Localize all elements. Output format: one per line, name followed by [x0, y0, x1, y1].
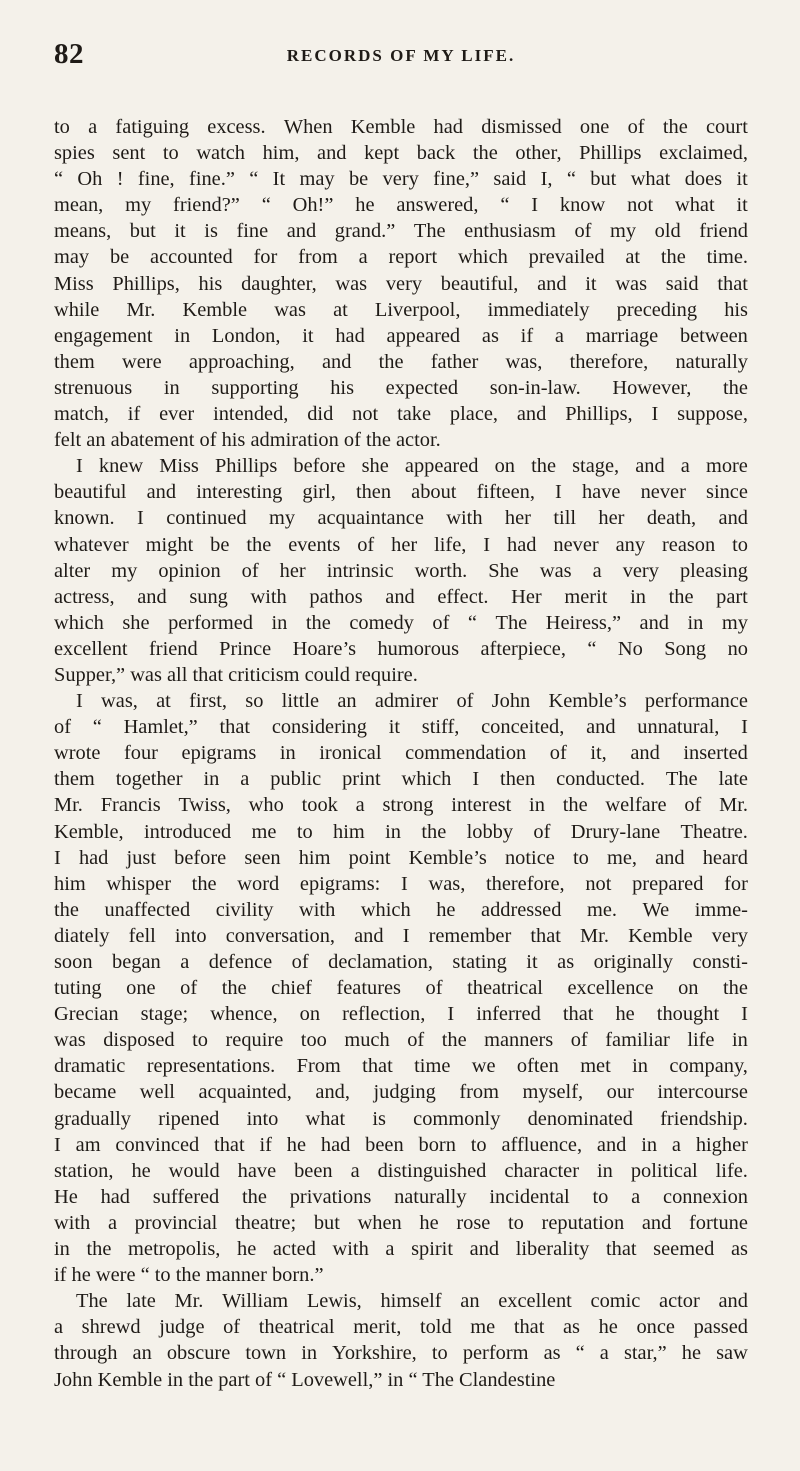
- text-line: became well acquainted, and, judging from myself, our intercourse: [54, 1081, 748, 1104]
- text-line: felt an abatement of his admiration of the actor.: [54, 429, 441, 452]
- text-line: was disposed to require too much of the manners of familiar life in: [54, 1029, 748, 1052]
- text-line: strenuous in supporting his expected son-in-law. However, the: [54, 376, 748, 399]
- text-line: the unaffected civility with which he addressed me. We imme-: [54, 898, 748, 921]
- text-line: actress, and sung with pathos and effect. Her merit in the part: [54, 585, 748, 608]
- body-text: [54, 114, 748, 1393]
- text-line: “ Oh ! fine, fine.” “ It may be very fine,” said I, “ but what does it: [54, 168, 748, 191]
- text-line: if he were “ to the manner born.”: [54, 1264, 324, 1287]
- text-line: to a fatiguing excess. When Kemble had dismissed one of the court: [54, 116, 748, 138]
- text-line: Mr. Francis Twiss, who took a strong interest in the welfare of Mr.: [54, 794, 748, 817]
- text-line: I am convinced that if he had been born to affluence, and in a higher: [54, 1133, 748, 1156]
- text-line: which she performed in the comedy of “ The Heiress,” and in my: [54, 611, 748, 634]
- text-line: tuting one of the chief features of theatrical excellence on the: [54, 977, 748, 1000]
- text-line: alter my opinion of her intrinsic worth. She was a very pleasing: [54, 559, 748, 582]
- text-line: match, if ever intended, did not take place, and Phillips, I suppose,: [54, 403, 748, 426]
- text-line: station, he would have been a distinguished character in political life.: [54, 1159, 748, 1182]
- text-line: He had suffered the privations naturally incidental to a connexion: [54, 1185, 748, 1208]
- text-line: Miss Phillips, his daughter, was very beautiful, and it was said that: [54, 272, 748, 295]
- paragraph: [54, 1288, 748, 1392]
- text-line: known. I continued my acquaintance with her till her death, and: [54, 507, 748, 530]
- text-line: The late Mr. William Lewis, himself an excellent comic actor and: [76, 1290, 748, 1313]
- paragraph: [54, 688, 748, 1288]
- text-line: means, but it is fine and grand.” The enthusiasm of my old friend: [54, 220, 748, 243]
- text-line: soon began a defence of declamation, stating it as originally consti-: [54, 951, 748, 973]
- text-line: through an obscure town in Yorkshire, to perform as “ a star,” he saw: [54, 1342, 748, 1365]
- text-line: engagement in London, it had appeared as if a marriage between: [54, 324, 748, 347]
- text-line: a shrewd judge of theatrical merit, told me that as he once passed: [54, 1316, 748, 1339]
- text-line: spies sent to watch him, and kept back the other, Phillips exclaimed,: [54, 142, 748, 165]
- text-line: him whisper the word epigrams: I was, therefore, not prepared for: [54, 872, 748, 895]
- paragraph: [54, 453, 748, 688]
- text-line: with a provincial theatre; but when he rose to reputation and fortune: [54, 1211, 748, 1234]
- text-line: I knew Miss Phillips before she appeared on the stage, and a more: [76, 455, 748, 478]
- text-line: John Kemble in the part of “ Lovewell,” in “ The Clandestine: [54, 1368, 556, 1391]
- text-line: Supper,” was all that criticism could require.: [54, 663, 418, 686]
- book-page: [54, 38, 748, 1393]
- page-number: 82: [54, 38, 84, 70]
- text-line: while Mr. Kemble was at Liverpool, immediately preceding his: [54, 298, 748, 321]
- text-line: of “ Hamlet,” that considering it stiff, conceited, and unnatural, I: [54, 716, 748, 739]
- text-line: excellent friend Prince Hoare’s humorous afterpiece, “ No Song no: [54, 637, 748, 660]
- text-line: gradually ripened into what is commonly denominated friendship.: [54, 1107, 748, 1130]
- text-line: Kemble, introduced me to him in the lobby of Drury-lane Theatre.: [54, 820, 748, 843]
- text-line: whatever might be the events of her life, I had never any reason to: [54, 533, 748, 556]
- text-line: them together in a public print which I then conducted. The late: [54, 768, 748, 791]
- text-line: diately fell into conversation, and I remember that Mr. Kemble very: [54, 924, 748, 947]
- text-line: I was, at first, so little an admirer of John Kemble’s performance: [76, 690, 748, 713]
- text-line: in the metropolis, he acted with a spirit and liberality that seemed as: [54, 1238, 748, 1261]
- text-line: mean, my friend?” “ Oh!” he answered, “ I know not what it: [54, 194, 748, 217]
- text-line: I had just before seen him point Kemble’s notice to me, and heard: [54, 846, 748, 869]
- text-line: may be accounted for from a report which prevailed at the time.: [54, 246, 748, 269]
- running-head: RECORDS OF MY LIFE.: [286, 46, 516, 65]
- text-line: dramatic representations. From that time we often met in company,: [54, 1055, 748, 1078]
- text-line: Grecian stage; whence, on reflection, I inferred that he thought I: [54, 1003, 748, 1026]
- text-line: them were approaching, and the father was, therefore, naturally: [54, 350, 748, 373]
- paragraph: [54, 114, 748, 453]
- text-line: beautiful and interesting girl, then about fifteen, I have never since: [54, 481, 748, 504]
- text-line: wrote four epigrams in ironical commendation of it, and inserted: [54, 742, 748, 765]
- page-header: [54, 38, 748, 78]
